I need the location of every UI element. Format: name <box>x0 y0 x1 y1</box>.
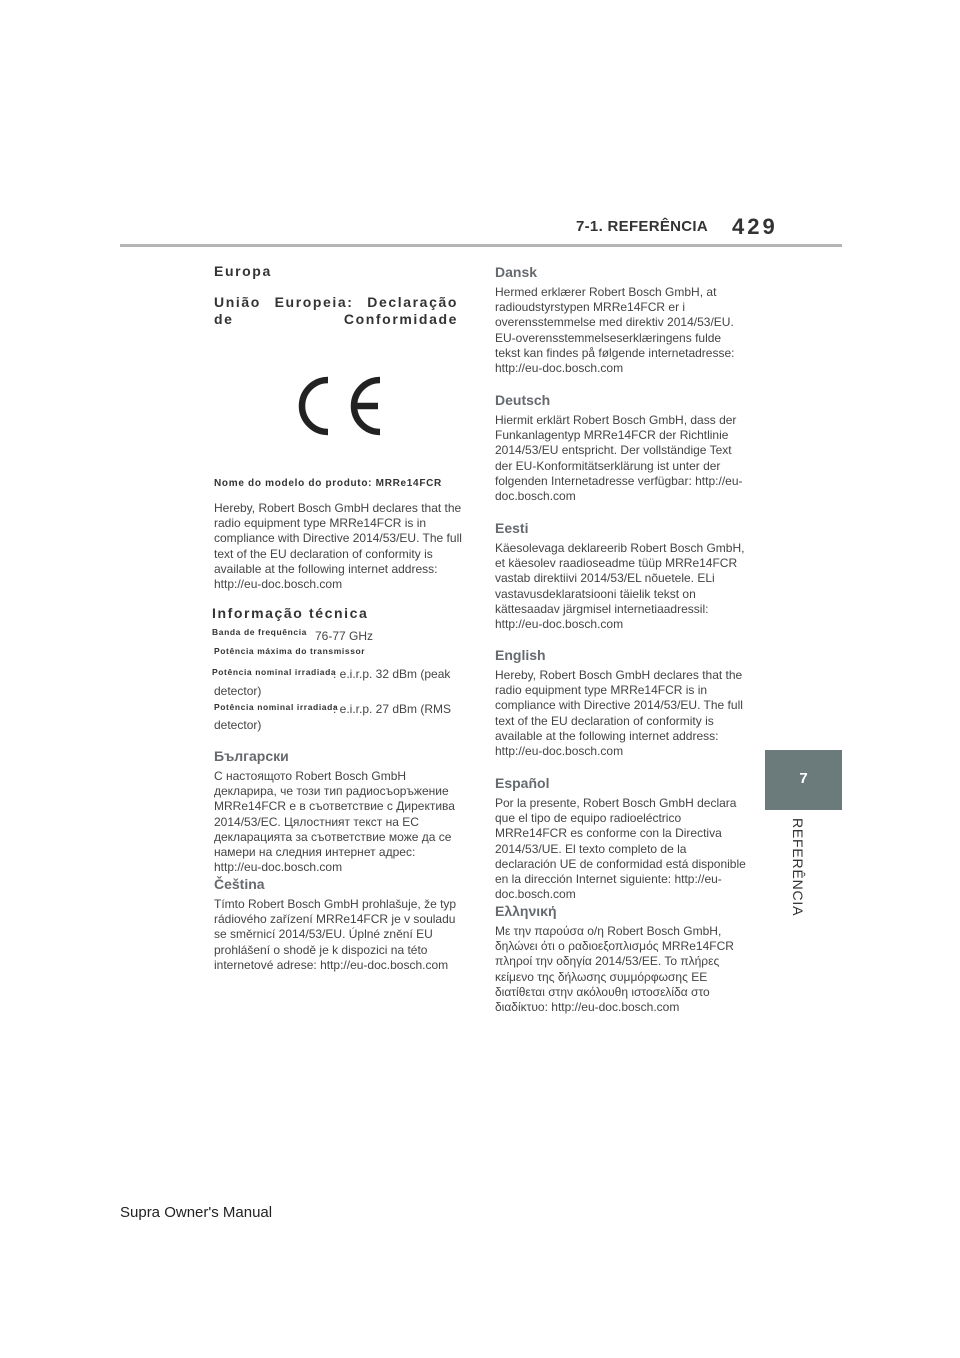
frequency-label: Banda de frequência <box>212 627 308 637</box>
lang-text-da: Hermed erklærer Robert Bosch GmbH, at radioudstyrstypen MRRe14FCR er i overensstemmelse med direktiv 2014/53/EU. EU-overensstemmelseserklæringens fulde tekst kan findes på følgende internetadresse: http://eu-doc.bosch.com <box>495 285 735 376</box>
lang-heading-el: Ελληνική <box>495 903 557 919</box>
peak-power-value: : e.i.r.p. 32 dBm (peak <box>333 667 451 681</box>
eu-declaration-title: União Europeia: Declaração de Conformidade <box>214 294 458 327</box>
peak-power-label: Potência nominal irradiada <box>212 667 337 677</box>
tech-info-heading: Informação técnica <box>212 605 369 621</box>
lang-heading-de: Deutsch <box>495 392 551 408</box>
page-number: 429 <box>732 214 778 239</box>
lang-text-et: Käesolevaga deklareerib Robert Bosch GmbH, et käesolev raadioseadme tüüp MRRe14FCR vastab direktiivi 2014/53/EL nõuetele. ELi vastavusdeklaratsiooni täielik tekst on kättesaadav järgmisel internetiaadressil: http://eu-doc.bosch.com <box>495 541 745 632</box>
lang-text-cs: Tímto Robert Bosch GmbH prohlašuje, že typ rádiového zařízení MRRe14FCR je v souladu se směrnicí 2014/53/EU. Úplné znění EU prohlášení o shodě je k dispozici na této internetové adrese: http://eu-doc.bosch.com <box>214 897 457 972</box>
lang-text-el: Με την παρούσα ο/η Robert Bosch GmbH, δηλώνει ότι ο ραδιοεξοπλισμός MRRe14FCR πληροί την οδηγία 2014/53/ΕΕ. Το πλήρες κείμενο της δήλωσης συμμόρφωσης ΕΕ διατίθεται στην ακόλουθη ιστοσελίδα στο διαδίκτυο: http://eu-doc.bosch.com <box>495 924 734 1015</box>
header-rule <box>120 244 842 247</box>
rms-power-label: Potência nominal irradiada <box>214 702 339 712</box>
lang-text-bg: С настоящото Robert Bosch GmbH декларира, че този тип радиосъоръжение MRRe14FCR е в съответствие с Директива 2014/53/ЕС. Цялостният текст на ЕС декларацията за съответствие може да се намери на следния интернет адрес: http://eu-doc.bosch.com <box>214 769 455 875</box>
rms-power-suffix: detector) <box>214 718 262 732</box>
lang-heading-et: Eesti <box>495 520 529 536</box>
lang-heading-en: English <box>495 647 546 663</box>
lang-heading-es: Español <box>495 775 550 791</box>
manual-title: Supra Owner's Manual <box>120 1204 273 1221</box>
max-power-label: Potência máxima do transmissor <box>214 646 366 656</box>
chapter-label: REFERÊNCIA <box>790 818 806 917</box>
ce-mark-icon <box>288 374 384 438</box>
declaration-text: Hereby, Robert Bosch GmbH declares that the radio equipment type MRRe14FCR is in compliance with Directive 2014/53/EU. The full text of the EU declaration of conformity is available at the following internet address: http://eu-doc.bosch.com <box>214 501 462 592</box>
peak-power-suffix: detector) <box>214 684 262 698</box>
lang-heading-da: Dansk <box>495 264 538 280</box>
lang-text-de: Hiermit erklärt Robert Bosch GmbH, dass der Funkanlagentyp MRRe14FCR der Richtlinie 2014/53/EU entspricht. Der vollständige Text der EU-Konformitätserklärung ist unter der folgenden Internetadresse verfügbar: http://eu-doc.bosch.com <box>495 413 743 504</box>
chapter-number: 7 <box>799 770 808 787</box>
section-label: 7-1. REFERÊNCIA <box>576 218 709 235</box>
rms-power-value: : e.i.r.p. 27 dBm (RMS <box>333 702 452 716</box>
lang-heading-bg: Български <box>214 748 289 764</box>
frequency-value: 76-77 GHz <box>315 629 374 643</box>
lang-text-en: Hereby, Robert Bosch GmbH declares that the radio equipment type MRRe14FCR is in compliance with Directive 2014/53/EU. The full text of the EU declaration of conformity is available at the following internet address: http://eu-doc.bosch.com <box>495 668 743 759</box>
lang-heading-cs: Čeština <box>214 876 265 892</box>
region-heading: Europa <box>214 263 272 279</box>
lang-text-es: Por la presente, Robert Bosch GmbH declara que el tipo de equipo radioeléctrico MRRe14FCR es conforme con la Directiva 2014/53/UE. El texto completo de la declaración UE de conformidad está disponible en la dirección Internet siguiente: http://eu-doc.bosch.com <box>495 796 746 902</box>
model-name-line: Nome do modelo do produto: MRRe14FCR <box>214 478 442 489</box>
